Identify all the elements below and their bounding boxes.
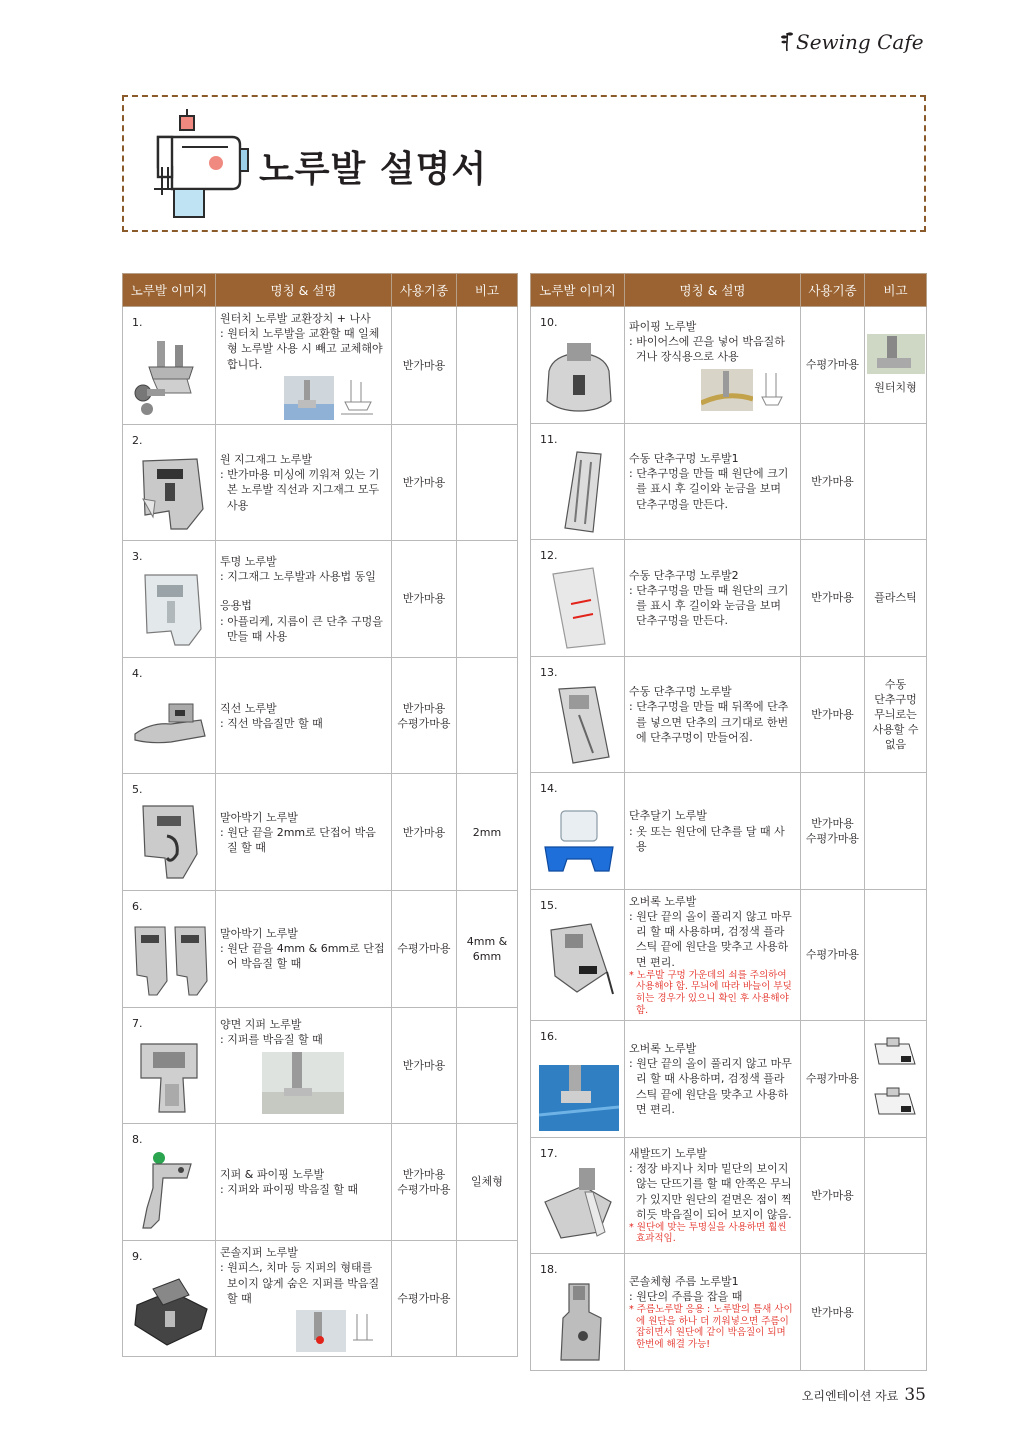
foot-description: : 지퍼와 파이핑 박음질 할 때 xyxy=(220,1183,359,1197)
table-row xyxy=(123,657,518,774)
foot-image-cell xyxy=(531,773,625,890)
auto-buttonhole-foot-icon xyxy=(539,681,619,767)
remark-cell xyxy=(865,656,927,773)
foot-image-cell xyxy=(123,424,216,541)
row-number: 4. xyxy=(132,666,143,680)
machine-type-cell xyxy=(392,424,457,541)
foot-name: 수동 단추구멍 노루발2 xyxy=(629,568,739,582)
foot-description-cell xyxy=(625,1137,801,1254)
machine-type: 수평가마용 xyxy=(397,942,451,956)
diagram-sketch xyxy=(337,376,377,420)
remark: 4mm & xyxy=(466,934,508,948)
row-number: 15. xyxy=(540,898,558,912)
foot-name: 오버록 노루발 xyxy=(629,894,697,908)
foot-description: : 원단 끝의 올이 풀리지 않고 마무리 할 때 사용하며, 검정색 플라스틱 끝에 원단을 맞추고 사용하면 편리. xyxy=(629,1057,792,1116)
machine-type-cell xyxy=(801,773,865,890)
table-row xyxy=(123,1124,518,1241)
col-header-model: 사용기종 xyxy=(392,274,457,307)
foot-description-cell xyxy=(625,540,801,657)
foot-description: : 원터치 노루발을 교환할 때 일체형 노루발 사용 시 빼고 교체해야 합니다. xyxy=(220,327,383,371)
table-row xyxy=(531,773,927,890)
machine-type: 반가마용 xyxy=(811,591,854,605)
remark-cell xyxy=(865,1021,927,1138)
foot-description: : 지퍼를 박음질 할 때 xyxy=(220,1033,323,1047)
table-header-row xyxy=(531,274,927,307)
foot-name: 수동 단추구멍 노루발1 xyxy=(629,452,739,466)
foot-description: : 반가마용 미싱에 끼워져 있는 기본 노루발 직선과 지그재그 모두 사용 xyxy=(220,468,380,512)
row-number: 11. xyxy=(540,432,558,446)
col-header-model: 사용기종 xyxy=(801,274,865,307)
brand-logo xyxy=(780,30,930,60)
foot-description-cell xyxy=(625,773,801,890)
zigzag-foot-icon xyxy=(131,449,211,535)
machine-type: 수평가마용 xyxy=(397,1292,451,1306)
foot-application-title: 응용법 xyxy=(220,599,252,613)
foot-image-cell xyxy=(123,307,216,425)
row-number: 2. xyxy=(132,433,143,447)
foot-description-cell xyxy=(216,424,392,541)
row-number: 6. xyxy=(132,900,143,914)
presser-foot-table-left xyxy=(122,273,518,1357)
machine-type-cell xyxy=(392,1007,457,1124)
machine-type: 반가마용 xyxy=(402,592,446,606)
foot-description-cell xyxy=(216,541,392,658)
row-number: 13. xyxy=(540,665,558,679)
foot-description-cell xyxy=(216,657,392,774)
caution-note: * 원단에 맞는 투명실을 사용하면 훨씬 효과적임. xyxy=(629,1221,787,1245)
machine-type: 수평가마용 xyxy=(397,716,451,730)
machine-type-cell xyxy=(392,1124,457,1241)
remark-cell xyxy=(865,889,927,1020)
foot-name: 콘솔체형 주름 노루발1 xyxy=(629,1274,739,1288)
foot-image-cell xyxy=(123,1124,216,1241)
foot-description: : 단추구멍을 만들 때 뒤쪽에 단추를 넣으면 단추의 크기대로 한번에 단추구멍이 만들어짐. xyxy=(629,700,789,744)
remark: 플라스틱 xyxy=(874,591,917,605)
machine-type: 반가마용 xyxy=(811,1305,854,1319)
clear-foot-icon xyxy=(131,565,211,651)
remark-cell xyxy=(865,307,927,424)
table-row xyxy=(531,1137,927,1254)
foot-description-cell xyxy=(216,1124,392,1241)
table-row xyxy=(123,541,518,658)
row-number: 8. xyxy=(132,1133,143,1147)
remark-cell xyxy=(865,773,927,890)
table-row xyxy=(531,540,927,657)
foot-description-cell xyxy=(625,423,801,540)
machine-type-cell xyxy=(801,307,865,424)
machine-type-cell xyxy=(801,889,865,1020)
remark: 단추구멍 xyxy=(874,692,917,706)
row-number: 14. xyxy=(540,782,558,796)
row-number: 18. xyxy=(540,1263,558,1277)
remark-cell xyxy=(457,891,518,1008)
foot-description: : 정장 바지나 치마 밑단의 보이지 않는 단뜨기를 할 때 안쪽은 무늬가 있지만 원단의 겉면은 점이 찍히듯 박음질이 되어 보지이 않음. xyxy=(629,1162,792,1221)
table-row xyxy=(531,1021,927,1138)
table-row xyxy=(531,423,927,540)
remark-cell xyxy=(457,657,518,774)
table-row xyxy=(123,891,518,1008)
footer-text: 오리엔테이션 자료 xyxy=(801,1389,899,1403)
machine-type-cell xyxy=(801,423,865,540)
col-header-name: 명칭 & 설명 xyxy=(625,274,801,307)
foot-name: 직선 노루발 xyxy=(220,701,277,715)
foot-name: 단추달기 노루발 xyxy=(629,809,707,823)
foot-name: 원터치 노루발 교환장치 + 나사 xyxy=(220,312,371,325)
foot-image-cell xyxy=(123,657,216,774)
table-row xyxy=(531,307,927,424)
foot-image-cell xyxy=(531,423,625,540)
remark-cell xyxy=(865,423,927,540)
foot-description: : 원단 끝의 올이 풀리지 않고 마무리 할 때 사용하며, 검정색 플라스틱 끝에 원단을 맞추고 사용하면 편리. xyxy=(629,910,792,969)
foot-image-cell xyxy=(123,774,216,891)
col-header-name: 명칭 & 설명 xyxy=(216,274,392,307)
machine-type: 반가마용 xyxy=(811,817,854,830)
machine-type-cell xyxy=(801,656,865,773)
hemmer-pair-icon xyxy=(131,915,211,1001)
foot-name: 말아박기 노루발 xyxy=(220,927,298,941)
remark-cell xyxy=(457,1124,518,1241)
table-row xyxy=(123,774,518,891)
machine-type: 수평가마용 xyxy=(397,1183,451,1197)
machine-type: 반가마용 xyxy=(402,475,446,489)
sprig-icon xyxy=(780,30,794,52)
row-number: 1. xyxy=(132,316,143,329)
foot-name: 지퍼 & 파이핑 노루발 xyxy=(220,1167,325,1181)
foot-image-cell xyxy=(531,307,625,424)
sewing-photo xyxy=(296,1310,346,1352)
foot-sketch-icon xyxy=(869,1084,923,1124)
remark: 일체형 xyxy=(471,1175,503,1189)
foot-image-cell xyxy=(123,541,216,658)
machine-type: 반가마용 xyxy=(402,1058,446,1072)
blind-hem-foot-icon xyxy=(539,1162,619,1248)
foot-description: : 옷 또는 원단에 단추를 달 때 사용 xyxy=(629,824,785,853)
machine-type: 반가마용 xyxy=(811,1188,854,1202)
foot-description-cell xyxy=(625,1021,801,1138)
machine-type: 수평가마용 xyxy=(805,1072,860,1086)
foot-image-cell xyxy=(531,889,625,1020)
foot-image-cell xyxy=(531,1021,625,1138)
foot-description: : 단추구멍을 만들 때 원단에 크기를 표시 후 길이와 눈금을 보며 단추구멍을 만든다. xyxy=(629,467,789,511)
diagram-sketch xyxy=(756,369,786,411)
diagram-sketch xyxy=(349,1310,377,1352)
remark: 6mm xyxy=(472,949,502,963)
one-touch-photo xyxy=(867,334,925,374)
table-row xyxy=(123,424,518,541)
page-title: 노루발 설명서 xyxy=(259,149,488,190)
machine-type: 수평가마용 xyxy=(805,358,860,372)
row-number: 17. xyxy=(540,1146,558,1160)
row-number: 5. xyxy=(132,783,143,797)
machine-type: 반가마용 xyxy=(402,1167,446,1181)
table-row xyxy=(123,1240,518,1357)
foot-application: : 아플리케, 지름이 큰 단추 구멍을 만들 때 사용 xyxy=(220,614,383,643)
foot-description-cell xyxy=(216,1007,392,1124)
remark-cell xyxy=(457,1007,518,1124)
remark-cell xyxy=(457,307,518,425)
remark-cell xyxy=(457,1240,518,1357)
plastic-buttonhole-foot-icon xyxy=(539,564,619,650)
row-number: 12. xyxy=(540,549,558,563)
foot-description-cell xyxy=(625,656,801,773)
page-number: 35 xyxy=(904,1385,926,1405)
machine-type: 수평가마용 xyxy=(805,948,860,962)
row-number: 9. xyxy=(132,1249,143,1263)
sewing-machine-icon xyxy=(150,109,250,219)
overlock-foot-icon xyxy=(539,914,619,1000)
foot-description: : 바이어스에 끈을 넣어 박음질하거나 장식용으로 사용 xyxy=(629,335,785,364)
foot-description-cell xyxy=(216,891,392,1008)
machine-type-cell xyxy=(801,1254,865,1371)
remark: 2mm xyxy=(472,825,502,839)
row-number: 10. xyxy=(540,316,558,329)
foot-name: 원 지그재그 노루발 xyxy=(220,453,313,467)
foot-description: : 원단의 주름을 잡을 때 xyxy=(629,1289,743,1303)
row-number: 16. xyxy=(540,1030,558,1044)
foot-description: : 지그재그 노루발과 사용법 동일 xyxy=(220,570,376,584)
col-header-note: 비고 xyxy=(865,274,927,307)
foot-image-cell xyxy=(531,1137,625,1254)
col-header-note: 비고 xyxy=(457,274,518,307)
sewing-photo xyxy=(701,369,753,411)
sewing-photo xyxy=(284,376,334,420)
machine-type: 반가마용 xyxy=(811,474,854,488)
piping-foot-icon xyxy=(539,331,619,417)
remark-cell xyxy=(865,540,927,657)
foot-image-cell xyxy=(123,891,216,1008)
foot-description-cell xyxy=(216,1240,392,1357)
foot-name: 수동 단추구멍 노루발 xyxy=(629,685,732,699)
foot-description: : 원피스, 치마 등 지퍼의 형태를 보이지 않게 숨은 지퍼를 박음질 할 때 xyxy=(220,1261,380,1305)
remark: 사용할 수 xyxy=(872,723,919,737)
remark-cell xyxy=(457,424,518,541)
foot-image-cell xyxy=(123,1240,216,1357)
foot-description-cell xyxy=(216,774,392,891)
zipper-foot-icon xyxy=(131,1032,211,1118)
invisible-zipper-foot-icon xyxy=(131,1265,211,1351)
table-row xyxy=(123,1007,518,1124)
remark-cell xyxy=(865,1254,927,1371)
sewing-photo xyxy=(262,1052,344,1114)
remark: 없음 xyxy=(884,738,907,752)
machine-type-cell xyxy=(392,1240,457,1357)
remark-cell xyxy=(865,1137,927,1254)
foot-name: 오버록 노루발 xyxy=(629,1042,697,1055)
col-header-image: 노루발 이미지 xyxy=(531,274,625,307)
foot-description: : 원단 끝을 4mm & 6mm로 단접어 박음질 할 때 xyxy=(220,942,385,971)
foot-description: : 원단 끝을 2mm로 단접어 박음질 할 때 xyxy=(220,825,376,854)
row-number: 3. xyxy=(132,550,143,564)
machine-type: 수평가마용 xyxy=(805,832,860,846)
foot-image-cell xyxy=(123,1007,216,1124)
foot-description: : 직선 박음질만 할 때 xyxy=(220,716,323,730)
button-sewing-foot-icon xyxy=(539,797,619,883)
foot-image-cell xyxy=(531,656,625,773)
machine-type: 반가마용 xyxy=(402,825,446,839)
foot-name: 말아박기 노루발 xyxy=(220,810,298,824)
foot-name: 콘솔지퍼 노루발 xyxy=(220,1246,298,1260)
foot-name: 새발뜨기 노루발 xyxy=(629,1147,707,1161)
foot-name: 양면 지퍼 노루발 xyxy=(220,1018,302,1032)
quick-change-adapter-icon xyxy=(131,331,211,417)
foot-description-cell xyxy=(625,889,801,1020)
foot-description-cell xyxy=(216,307,392,425)
remark: 원터치형 xyxy=(874,381,917,395)
col-header-image: 노루발 이미지 xyxy=(123,274,216,307)
table-row xyxy=(531,889,927,1020)
row-number: 7. xyxy=(132,1016,143,1030)
table-row xyxy=(531,656,927,773)
remark: 수동 xyxy=(884,677,907,691)
presser-foot-table-right xyxy=(530,273,927,1371)
foot-image-cell xyxy=(531,1254,625,1371)
foot-description-cell xyxy=(625,307,801,424)
buttonhole-foot-icon xyxy=(539,448,619,534)
table-row xyxy=(531,1254,927,1371)
remark-cell xyxy=(457,774,518,891)
table-row xyxy=(123,307,518,425)
straight-stitch-foot-icon xyxy=(131,682,211,768)
caution-note: * 노루발 구멍 가운데의 쇠를 주의하여 사용해야 함. 무늬에 따라 바늘이 부딪히는 경우가 있으니 확인 후 사용해야 함. xyxy=(629,969,792,1016)
machine-type: 반가마용 xyxy=(811,707,854,721)
caution-note: * 주름노루발 응용 : 노루발의 틈새 사이에 원단을 하나 더 끼워넣으면 주름이 잡히면서 원단에 같이 박음질이 되며 한번에 해결 가능! xyxy=(629,1304,793,1350)
machine-type: 반가마용 xyxy=(402,701,446,715)
machine-type-cell xyxy=(392,307,457,425)
machine-type-cell xyxy=(801,540,865,657)
logo-text: Sewing Cafe xyxy=(796,30,924,54)
hemmer-foot-icon xyxy=(131,798,211,884)
foot-name: 투명 노루발 xyxy=(220,555,277,569)
machine-type-cell xyxy=(392,541,457,658)
title-banner xyxy=(122,95,926,232)
page-footer xyxy=(802,1385,926,1405)
machine-type-cell xyxy=(392,891,457,1008)
foot-name: 파이핑 노루발 xyxy=(629,320,697,334)
remark-cell xyxy=(457,541,518,658)
foot-sketch-icon xyxy=(869,1034,923,1074)
machine-type-cell xyxy=(801,1021,865,1138)
machine-type-cell xyxy=(801,1137,865,1254)
remark: 무늬로는 xyxy=(874,707,917,721)
machine-type-cell xyxy=(392,657,457,774)
foot-description-cell xyxy=(625,1254,801,1371)
overlock-sewing-photo xyxy=(539,1045,619,1131)
foot-image-cell xyxy=(531,540,625,657)
table-header-row xyxy=(123,274,518,307)
machine-type-cell xyxy=(392,774,457,891)
foot-description: : 단추구멍을 만들 때 원단의 크기를 표시 후 길이와 눈금을 보며 단추구멍을 만든다. xyxy=(629,583,789,628)
zipper-piping-foot-icon xyxy=(131,1148,211,1234)
machine-type: 반가마용 xyxy=(402,358,446,372)
gathering-foot-icon xyxy=(539,1278,619,1364)
